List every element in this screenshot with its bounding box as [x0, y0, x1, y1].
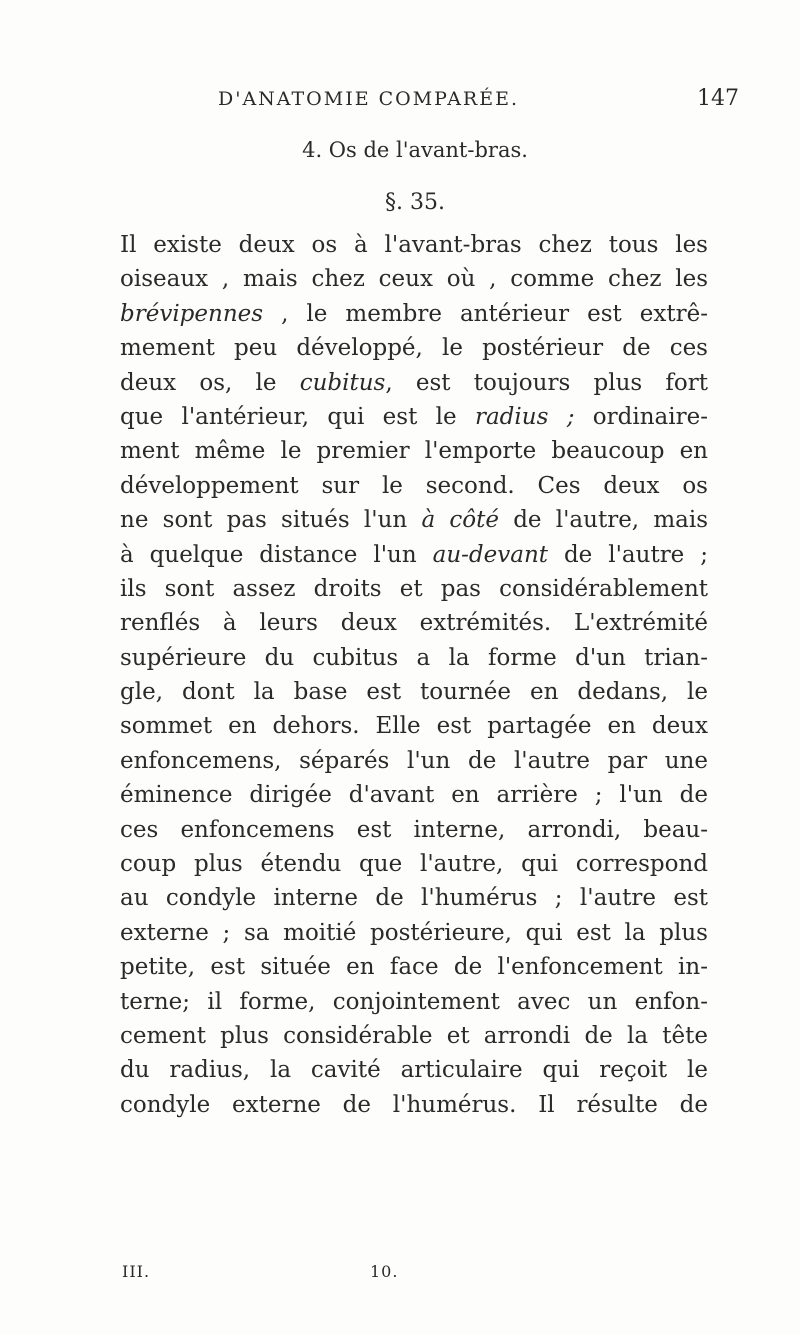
text-line: ils sont assez droits et pas considérablement	[120, 575, 708, 602]
text-line: externe ; sa moitié postérieure, qui est la plus	[120, 919, 708, 946]
italic-term: au-devant	[432, 541, 549, 568]
text-line-with-italic: à quelque distance l'un au-devant de l'autre ;	[120, 541, 708, 568]
text-line: gle, dont la base est tournée en dedans, le	[120, 679, 708, 706]
text-line: coup plus étendu que l'autre, qui correspond	[120, 851, 708, 878]
body-text	[120, 228, 708, 1122]
page-number: 147	[697, 86, 739, 111]
italic-term: radius ;	[474, 403, 575, 430]
text-line-with-italic: ne sont pas situés l'un à côté de l'autre, mais	[120, 507, 709, 534]
text-line: oiseaux , mais chez ceux où , comme chez les	[120, 266, 708, 293]
text-line: Il existe deux os à l'avant-bras chez tous les	[120, 232, 708, 258]
text-line: du radius, la cavité articulaire qui reçoit le	[120, 1057, 708, 1084]
page-footer	[0, 1262, 800, 1286]
section-number: §. 35.	[385, 190, 445, 215]
text-line: enfoncemens, séparés l'un de l'autre par une	[120, 747, 708, 774]
text-line: cement plus considérable et arrondi de la tête	[120, 1022, 708, 1049]
text-line: au condyle interne de l'humérus ; l'autre est	[120, 885, 708, 912]
text-line: condyle externe de l'humérus. Il résulte de	[120, 1091, 708, 1118]
italic-term: cubitus	[299, 369, 386, 396]
text-line: développement sur le second. Ces deux os	[120, 472, 708, 499]
text-line: ment même le premier l'emporte beaucoup en	[120, 438, 708, 465]
text-line: ces enfoncemens est interne, arrondi, beau-	[120, 816, 708, 843]
running-title: D'ANATOMIE COMPARÉE.	[218, 88, 520, 110]
section-title: 4. Os de l'avant-bras.	[302, 138, 528, 162]
text-line: éminence dirigée d'avant en arrière ; l'un de	[120, 782, 708, 809]
text-line: supérieure du cubitus a la forme d'un trian-	[120, 644, 708, 671]
italic-term: à côté	[421, 507, 499, 534]
italic-term: brévipennes	[120, 300, 264, 327]
signature-mark: III.	[122, 1262, 151, 1281]
text-line: mement peu développé, le postérieur de ces	[120, 335, 708, 362]
text-line-with-italic: que l'antérieur, qui est le radius ; ordinaire-	[120, 403, 708, 430]
running-head	[0, 88, 800, 118]
text-line: renflés à leurs deux extrémités. L'extrémité	[120, 610, 708, 637]
footer-folio: 10.	[370, 1262, 399, 1281]
text-line: terne; il forme, conjointement avec un enfon-	[120, 988, 708, 1015]
text-line-with-italic: deux os, le cubitus, est toujours plus fort	[120, 369, 708, 396]
text-line: petite, est située en face de l'enfoncement in-	[120, 954, 708, 981]
text-line-with-italic: brévipennes , le membre antérieur est extrê-	[120, 300, 708, 327]
text-line: sommet en dehors. Elle est partagée en deux	[120, 713, 708, 740]
